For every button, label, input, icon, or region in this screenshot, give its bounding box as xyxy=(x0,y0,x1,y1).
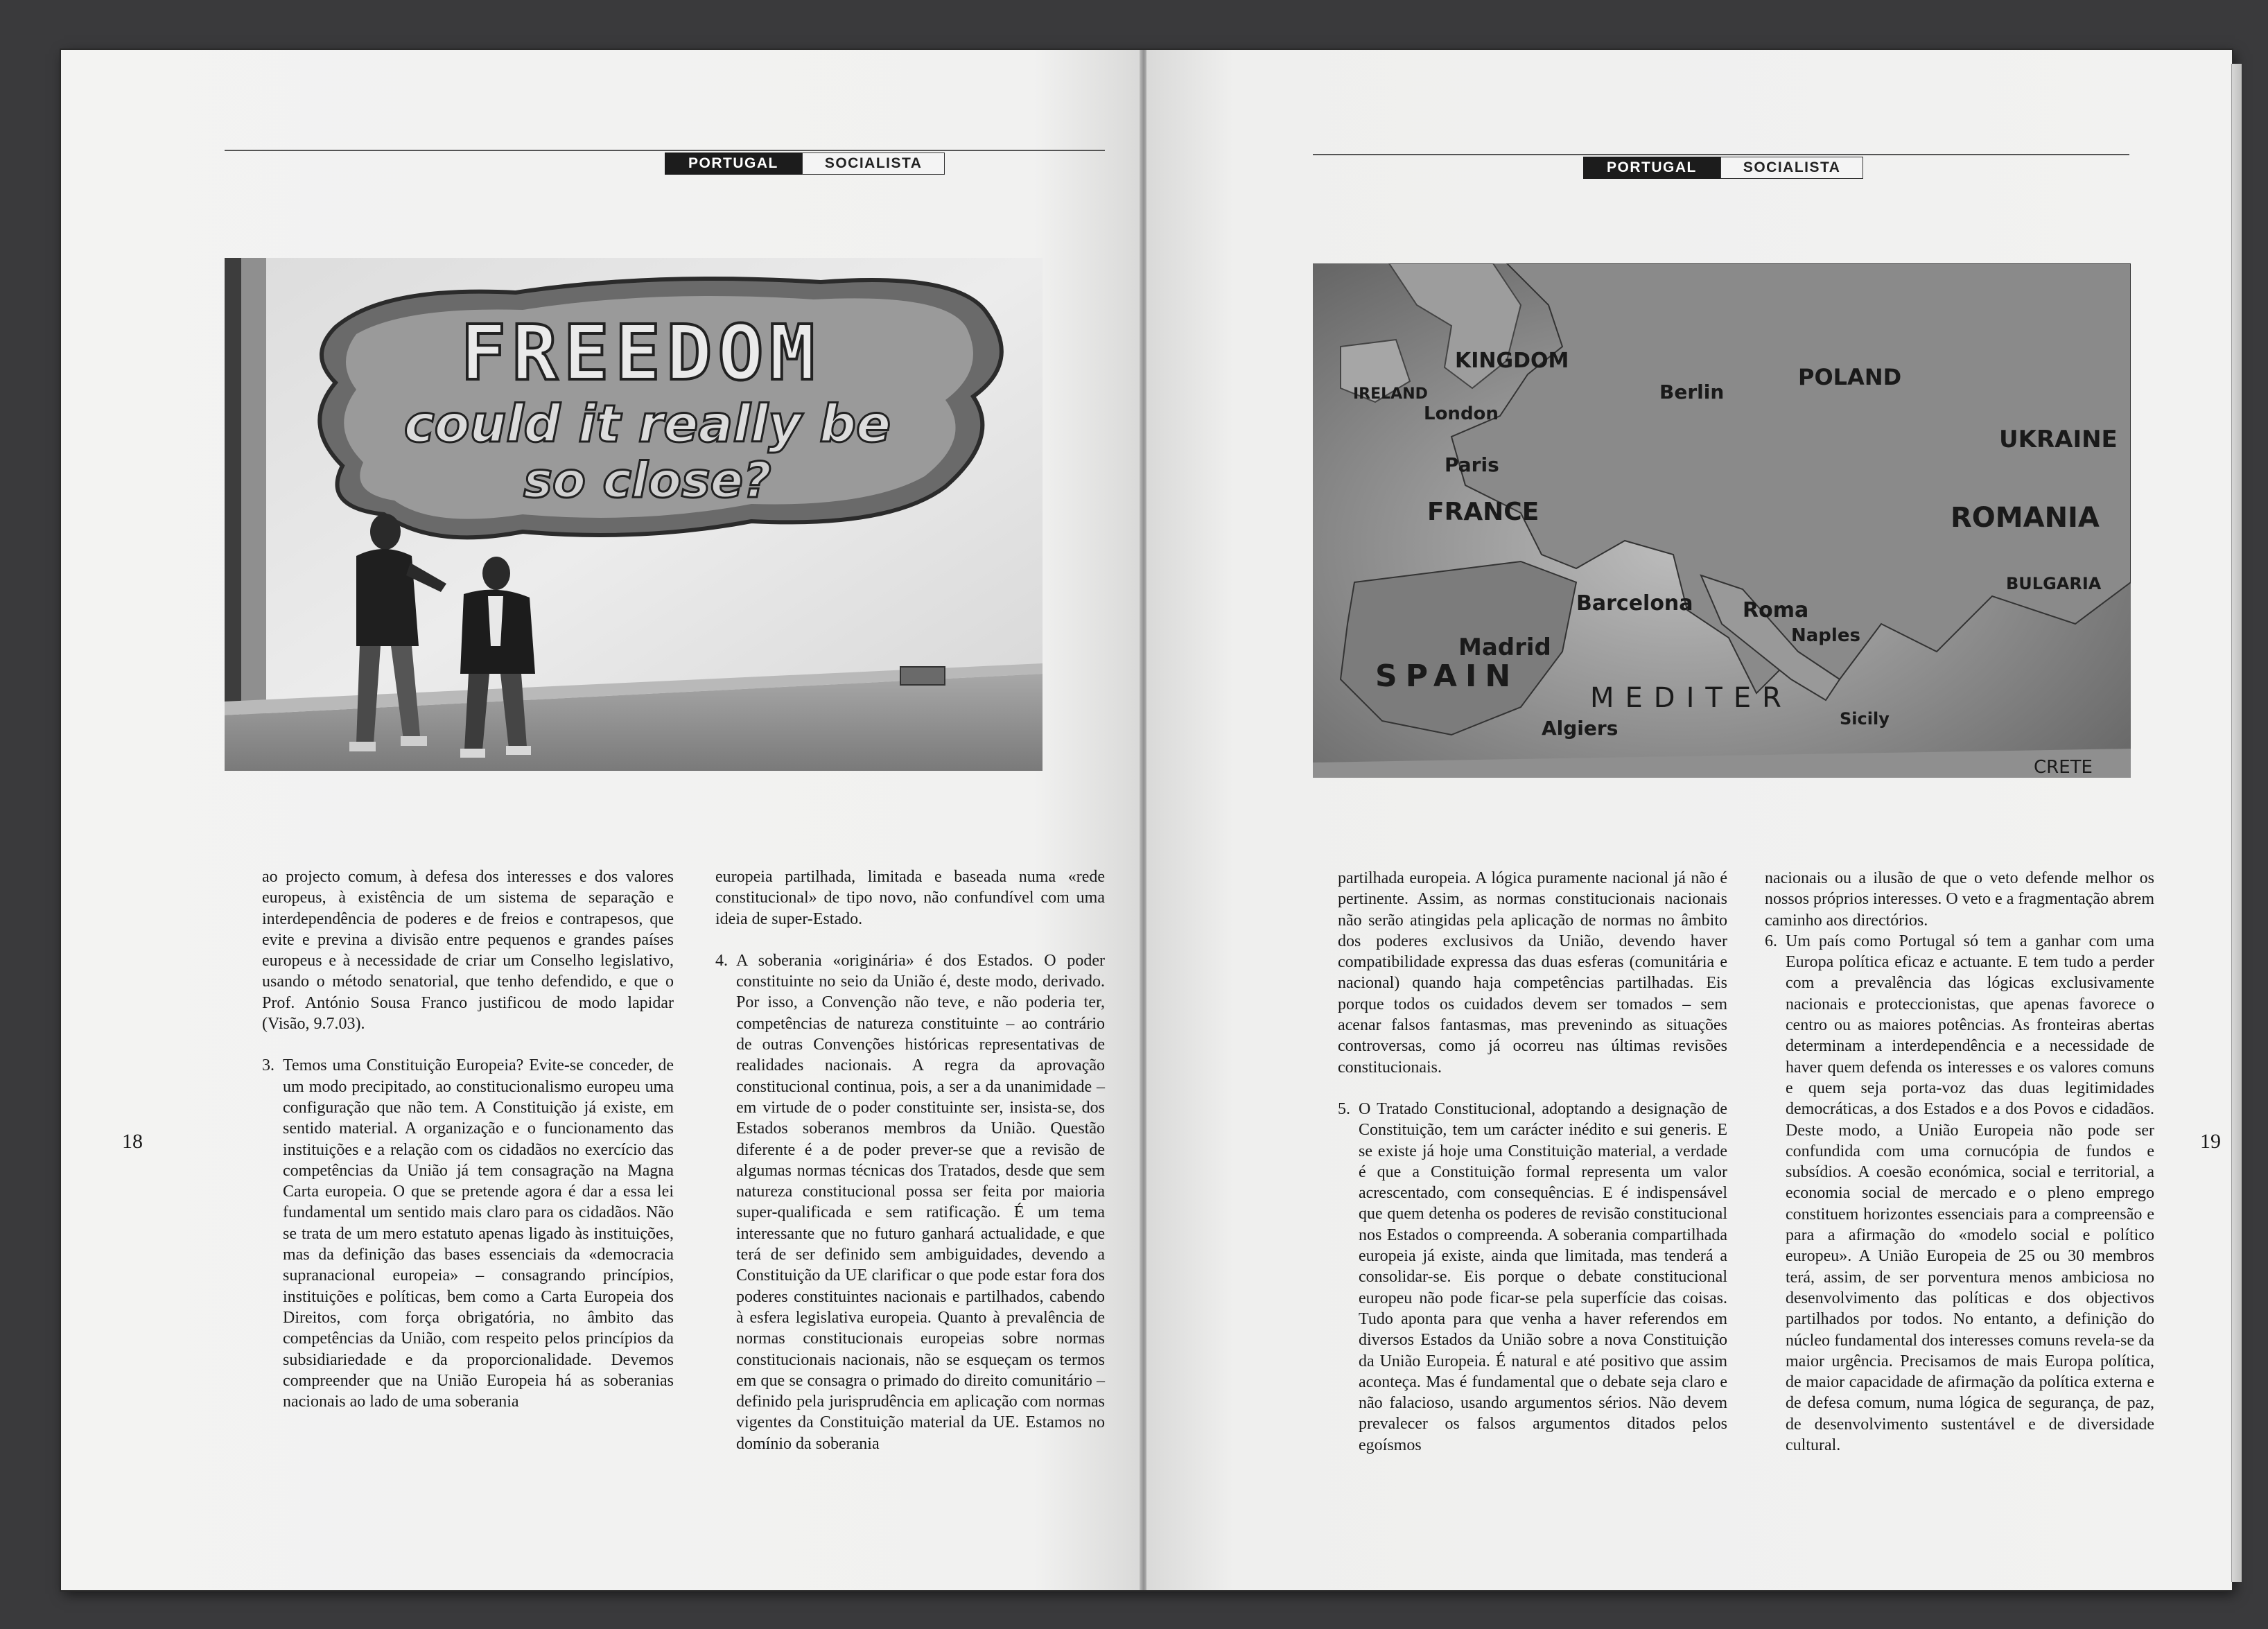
numbered-item-4 xyxy=(715,950,1105,1454)
item-text: Temos uma Constituição Europeia? Evite-se conceder, de um modo precipitado, ao constitucionalismo europeu uma configuração que não tem. A Constituição já existe, em sentido material. A organização e o funcionamento das instituições e a relação com os cidadãos no exercício das competências da União já tem consagração na Magna Carta europeia. O que se pretende agora é dar a essa lei fundamental um sentido mais claro para os cidadãos. Não se trata de um mero estatuto apenas ligado às instituições, mas da definição das bases essenciais da «democracia supranacional europeia» – consagrando princípios, instituições e políticas, bem como a Carta Europeia dos Direitos, com força obrigatória, no âmbito das competências da União, com respeito pelos princípios da subsidiariedade e da proporcionalidade. Devemos compreender que na União Europeia há as soberanias nacionais ao lado de uma soberania xyxy=(283,1056,674,1411)
masthead-portugal: PORTUGAL xyxy=(1583,157,1720,179)
numbered-item-5 xyxy=(1338,1099,1727,1456)
item-text: O Tratado Constitucional, adoptando a designação de Constituição, tem um carácter inédito e sui generis. E se existe já hoje uma Constituição material, a verdade é que a Constituição formal representa um valor acrescentado, com consequências. E é indispensável que quem detenha os poderes de revisão constitucional nos Estados o compreenda. A soberania compartilhada europeia já existe, ainda que limitada, mas tenderá a consolidar-se. Eis porque o debate constitucional europeu não pode ficar-se pela superfície das coisas. Tudo aponta para que venha a haver referendos em diversos Estados da União sobre a nova Constituição da União Europeia. É natural e até positivo que assim aconteça. Mas é fundamental que o debate seja claro e não falacioso, usando argumentos sérios. Não devem prevalecer os falsos argumentos ditados pelos egoísmos xyxy=(1359,1099,1727,1454)
right-page xyxy=(1146,50,2232,1590)
item-number: 4. xyxy=(715,951,728,970)
paragraph-continuation: europeia partilhada, limitada e baseada numa «rede constitucional» de tipo novo, não confundível com uma ideia de super-Estado. xyxy=(715,868,1105,928)
graffiti-text-line1: FREEDOM xyxy=(460,308,821,397)
masthead xyxy=(665,153,945,175)
graffiti-text-line2: could it really be xyxy=(403,394,891,454)
masthead-socialista: SOCIALISTA xyxy=(1720,157,1864,179)
graffiti-text-line3: so close? xyxy=(523,452,771,509)
europe-map-photo xyxy=(1313,263,2131,778)
masthead-portugal: PORTUGAL xyxy=(665,153,802,175)
right-column-2 xyxy=(1765,868,2154,1456)
item-text: A soberania «originária» é dos Estados. O poder constituinte no seio da União é, deste modo, derivado. Por isso, a Convenção não teve, e não poderia ter, competências de natureza constituinte – ao contrário de outras Convenções históricas representativas de realidades nacionais. A regra da aprovação constitucional continua, pois, a ser a da unanimidade – em virtude de o poder constituinte ser, insista-se, dos Estados soberanos membros da União. Questão diferente é a de poder prever-se que a revisão de algumas normas técnicas dos Tratados, desde que sem natureza constitucional possa ser feita por maioria super-qualificada e sem ratificação. É um tema interessante que no futuro ganhará actualidade, e que terá de ser definido sem ambiguidades, devendo a Constituição da UE clarificar o que pode estar fora dos poderes constituintes nacionais e partilhados, cabendo à esfera legislativa europeia. Quanto à prevalência de normas constitucionais europeias sobre normas constitucionais nacionais, não se esqueçam os termos em que se consagra o primado do direito comunitário – definido pela jurisprudência em aplicação com normas vigentes da Constituição material da UE. Estamos no domínio da soberania xyxy=(736,951,1105,1453)
map-label: ROMANIA xyxy=(1951,502,2100,534)
map-label: MEDITER xyxy=(1590,682,1792,714)
right-column-1 xyxy=(1338,868,1727,1456)
item-text: Um país como Portugal só tem a ganhar com uma Europa política eficaz e actuante. E tem tudo a perder com a prevalência das lógicas exclusivamente nacionais e proteccionistas, que apenas favorece o centro ou as maiores potências. As fronteiras abertas determinam a interdependência e a necessidade de haver quem defenda os interesses e os valores comuns e quem seja porta-voz das duas legitimidades democráticas, a dos Estados e a dos Povos e cidadãos. Deste modo, a União Europeia não pode ser confundida com uma cornucópia de fundos e subsídios. A coesão económica, social e territorial, a economia social de mercado e o pleno emprego constituem horizontes essenciais para a compreensão e para a afirmação do «modelo social e político europeu». A União Europeia de 25 ou 30 membros terá, assim, de ser porventura menos ambiciosa no desenvolvimento das políticas e dos objectivos partilhados por todos. No entanto, a definição do núcleo fundamental dos interesses comuns revela-se da maior urgência. Precisamos de mais Europa política, de maior capacidade de afirmação da política externa e de defesa comum, numa lógica de segurança, de paz, de desenvolvimento sustentável e de diversidade cultural. xyxy=(1786,932,2154,1455)
map-label: Sicily xyxy=(1840,709,1890,729)
map-label: POLAND xyxy=(1798,364,1902,390)
left-column-2 xyxy=(715,866,1105,1454)
item-number: 5. xyxy=(1338,1099,1350,1118)
left-column-1 xyxy=(262,866,674,1412)
paragraph-continuation: ao projecto comum, à defesa dos interesses e dos valores europeus, à existência de um sistema de separação e interdependência de poderes e de freios e contrapesos, que evite e previna a divisão entre pequenos e grandes países europeus e à necessidade de criar um Conselho legislativo, usando o método senatorial, que tenho defendido, e que o Prof. António Sousa Franco justificou de modo lapidar (Visão, 9.7.03). xyxy=(262,868,674,1034)
masthead xyxy=(1583,157,1863,179)
map-label: Paris xyxy=(1445,453,1499,476)
page-number: 19 xyxy=(2200,1130,2221,1153)
map-label: Berlin xyxy=(1659,381,1725,403)
item-number: 6. xyxy=(1765,932,1777,950)
paragraph-continuation: nacionais ou a ilusão de que o veto defende melhor os nossos próprios interesses. O veto e a fragmentação abrem caminho aos directórios. xyxy=(1765,869,2154,930)
left-page xyxy=(61,50,1142,1590)
map-label: KINGDOM xyxy=(1455,349,1569,373)
magazine-spread xyxy=(61,50,2232,1590)
europe-map-illustration xyxy=(1313,263,2131,778)
page-header xyxy=(225,150,1105,175)
page-header xyxy=(1313,154,2129,179)
map-label: Madrid xyxy=(1458,634,1551,661)
numbered-item-3 xyxy=(262,1055,674,1412)
map-label: UKRAINE xyxy=(1999,426,2118,453)
graffiti-photo-illustration xyxy=(225,258,1043,771)
graffiti-photo xyxy=(225,258,1043,771)
map-label: Roma xyxy=(1743,598,1809,622)
page-number: 18 xyxy=(122,1130,143,1153)
map-label: Naples xyxy=(1791,625,1860,646)
map-label: SPAIN xyxy=(1375,659,1519,694)
item-number: 3. xyxy=(262,1056,274,1075)
paragraph-continuation: partilhada europeia. A lógica puramente nacional já não é pertinente. Assim, as normas constitucionais nacionais não serão atingidas pela aplicação de normas no âmbito dos poderes exclusivos da União, devendo haver compatibilidade expressa das duas esferas (comunitária e nacional) quando haja competências partilhadas. Eis porque todos os cuidados devem ser tomados – sem acenar falsos fantasmas, mas prevenindo as situações controversas, como já ocorreu nas últimas revisões constitucionais. xyxy=(1338,869,1727,1077)
map-label: Barcelona xyxy=(1576,591,1693,616)
header-rule xyxy=(225,150,1105,151)
page-stack-edge xyxy=(2231,64,2242,1582)
masthead-socialista: SOCIALISTA xyxy=(802,153,945,175)
map-label: FRANCE xyxy=(1427,498,1539,526)
numbered-item-6 xyxy=(1765,931,2154,1456)
map-label: London xyxy=(1424,403,1499,424)
header-rule xyxy=(1313,154,2129,155)
map-label: BULGARIA xyxy=(2006,574,2102,593)
map-label: CRETE xyxy=(2034,757,2093,778)
map-label: Algiers xyxy=(1542,717,1619,740)
map-label: IRELAND xyxy=(1353,385,1428,403)
